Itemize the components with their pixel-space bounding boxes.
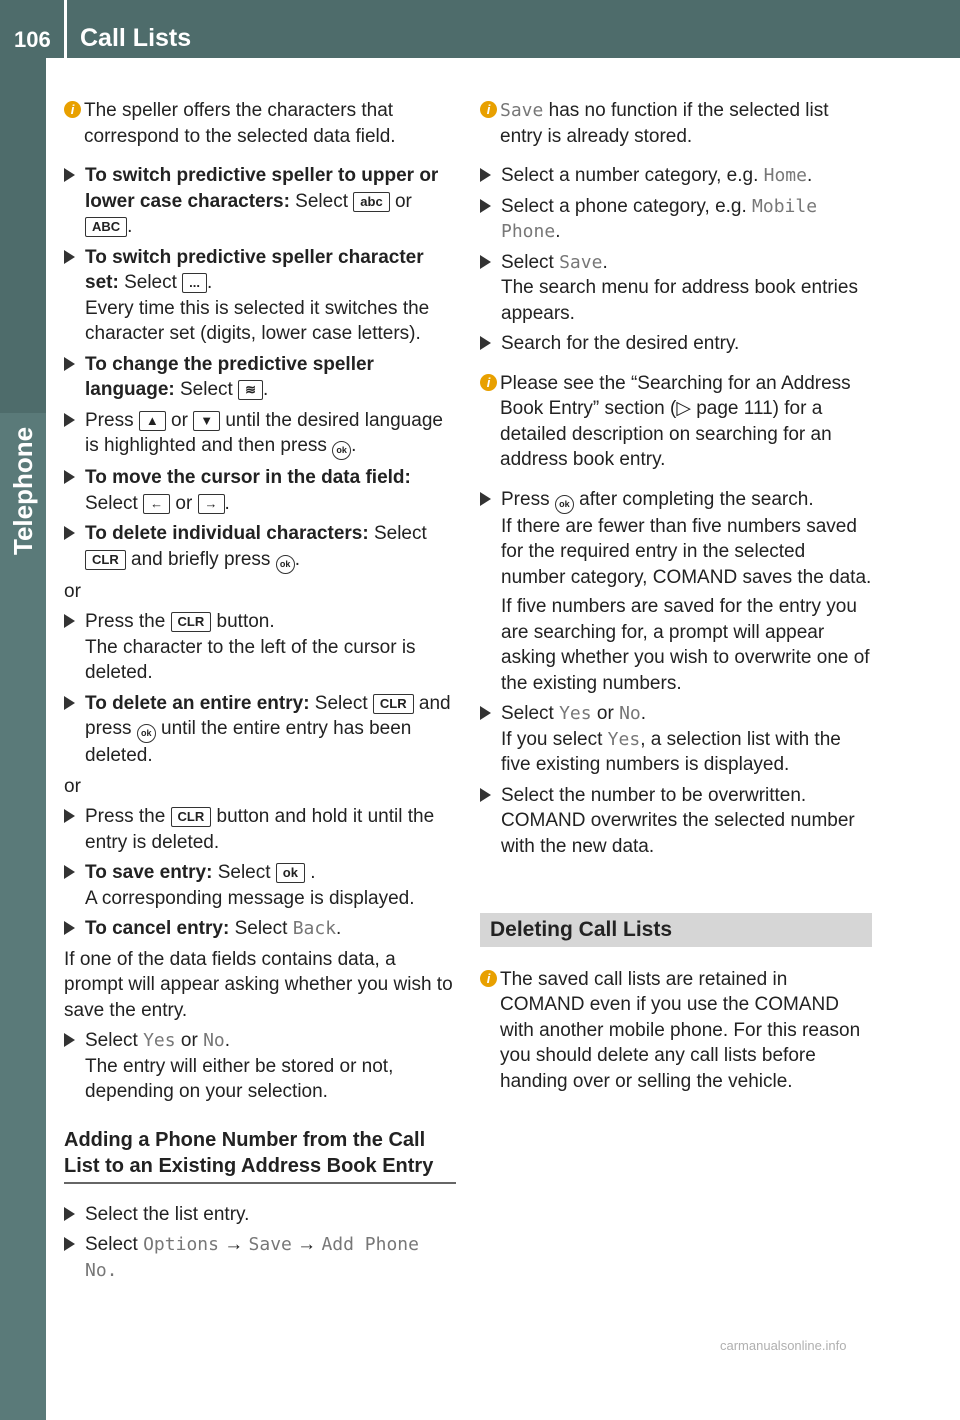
instruction-step: To change the predictive speller language: Select ≋ . bbox=[64, 352, 456, 403]
arrow-icon bbox=[64, 809, 75, 823]
arrow-icon bbox=[64, 614, 75, 628]
info-icon: i bbox=[480, 970, 497, 987]
header-divider bbox=[64, 0, 67, 58]
section-title: Call Lists bbox=[80, 24, 192, 52]
info-note: i Save has no function if the selected list entry is already stored. bbox=[480, 98, 872, 149]
instruction-step: Select the list entry. bbox=[64, 1202, 456, 1228]
arrow-icon bbox=[480, 492, 491, 506]
section-heading: Deleting Call Lists bbox=[480, 913, 872, 947]
instruction-step: To save entry: Select ok . A corresponding message is displayed. bbox=[64, 860, 456, 911]
arrow-icon bbox=[64, 696, 75, 710]
left-key-icon: ← bbox=[143, 494, 170, 514]
instruction-step: Select Options → Save → Add Phone No. bbox=[64, 1232, 456, 1283]
subsection-heading: Adding a Phone Number from the Call List to an Existing Address Book Entry bbox=[64, 1127, 456, 1184]
arrow-icon bbox=[64, 413, 75, 427]
page-number: 106 bbox=[14, 27, 51, 52]
instruction-step: Press the CLR button. The character to the left of the cursor is deleted. bbox=[64, 609, 456, 686]
instruction-step: Press ▲ or ▼ until the desired language is highlighted and then press ok . bbox=[64, 408, 456, 461]
uppercase-key-icon: ABC bbox=[85, 217, 127, 237]
ok-key-icon: ok bbox=[276, 863, 305, 883]
clr-key-icon: CLR bbox=[171, 807, 212, 827]
page-header bbox=[0, 0, 960, 58]
arrow-icon bbox=[480, 336, 491, 350]
arrow-icon bbox=[64, 921, 75, 935]
up-key-icon: ▲ bbox=[139, 411, 166, 431]
instruction-step: Select Save. The search menu for address book entries appears. bbox=[480, 250, 872, 327]
instruction-step: To delete individual characters: Select CLR and briefly press ok . bbox=[64, 521, 456, 574]
instruction-step: Press ok after completing the search. If there are fewer than five numbers saved for the required entry in the selected number category, COMAND saves the data. If five numbers are saved for the entry you are searching for, a prompt will appear asking whether you wish to overwrite one of the existing numbers. bbox=[480, 487, 872, 697]
instruction-step: To switch predictive speller to upper or lower case characters: Select abc or ABC . bbox=[64, 163, 456, 240]
language-flag-icon: ≋ bbox=[238, 380, 263, 400]
clr-key-icon: CLR bbox=[171, 612, 212, 632]
arrow-icon bbox=[64, 168, 75, 182]
instruction-step: Select the number to be overwritten. COMAND overwrites the selected number with the new data. bbox=[480, 783, 872, 860]
clr-key-icon: CLR bbox=[85, 550, 126, 570]
instruction-step: Press the CLR button and hold it until the entry is deleted. bbox=[64, 804, 456, 855]
arrow-icon bbox=[64, 1207, 75, 1221]
sidebar-block bbox=[0, 413, 46, 1420]
arrow-icon bbox=[64, 357, 75, 371]
left-column bbox=[64, 98, 456, 1288]
ok-button-icon: ok bbox=[137, 724, 156, 743]
info-note: i The speller offers the characters that correspond to the selected data field. bbox=[64, 98, 456, 149]
info-icon: i bbox=[64, 101, 81, 118]
info-note: i Please see the “Searching for an Address Book Entry” section (▷ page 111) for a detailed description on searching for an address book entry. bbox=[480, 371, 872, 473]
instruction-step: Select a phone category, e.g. Mobile Phone. bbox=[480, 194, 872, 245]
arrow-icon bbox=[64, 470, 75, 484]
arrow-icon bbox=[64, 1033, 75, 1047]
info-icon: i bbox=[480, 101, 497, 118]
instruction-step: Select Yes or No. If you select Yes, a selection list with the five existing numbers is displayed. bbox=[480, 701, 872, 778]
arrow-icon bbox=[480, 255, 491, 269]
sidebar bbox=[0, 58, 46, 1362]
paragraph: If one of the data fields contains data, a prompt will appear asking whether you wish to save the entry. bbox=[64, 948, 453, 1021]
ok-button-icon: ok bbox=[332, 441, 351, 460]
arrow-icon bbox=[64, 1237, 75, 1251]
arrow-icon bbox=[64, 250, 75, 264]
footer-watermark: carmanualsonline.info bbox=[720, 1338, 847, 1353]
arrow-icon bbox=[480, 199, 491, 213]
instruction-step: Select Yes or No. The entry will either be stored or not, depending on your selection. bbox=[64, 1028, 456, 1105]
arrow-icon bbox=[64, 526, 75, 540]
arrow-icon bbox=[480, 788, 491, 802]
right-column bbox=[480, 98, 872, 1108]
instruction-step: To cancel entry: Select Back. bbox=[64, 916, 456, 942]
right-key-icon: → bbox=[198, 494, 225, 514]
or-text: or bbox=[64, 775, 81, 797]
down-key-icon: ▼ bbox=[193, 411, 220, 431]
clr-key-icon: CLR bbox=[373, 694, 414, 714]
instruction-step: Search for the desired entry. bbox=[480, 331, 872, 357]
info-icon: i bbox=[480, 374, 497, 391]
ok-button-icon: ok bbox=[555, 495, 574, 514]
instruction-step: To move the cursor in the data field: Select ← or → . bbox=[64, 465, 456, 516]
arrow-icon bbox=[480, 706, 491, 720]
arrow-icon bbox=[480, 168, 491, 182]
instruction-step: Select a number category, e.g. Home. bbox=[480, 163, 872, 189]
abc-key-icon: abc bbox=[353, 192, 389, 212]
instruction-step: To switch predictive speller character set: Select ... . Every time this is selected it switches the character set (digits, lower case letters). bbox=[64, 245, 456, 347]
arrow-icon bbox=[64, 865, 75, 879]
instruction-step: To delete an entire entry: Select CLR and press ok until the entire entry has been deleted. bbox=[64, 691, 456, 769]
info-note: i The saved call lists are retained in COMAND even if you use the COMAND with another mobile phone. For this reason you should delete any call lists before handing over or selling the vehicle. bbox=[480, 967, 872, 1095]
ok-button-icon: ok bbox=[276, 555, 295, 574]
or-text: or bbox=[64, 580, 81, 602]
sidebar-label: Telephone bbox=[8, 426, 38, 555]
charset-key-icon: ... bbox=[182, 273, 207, 293]
